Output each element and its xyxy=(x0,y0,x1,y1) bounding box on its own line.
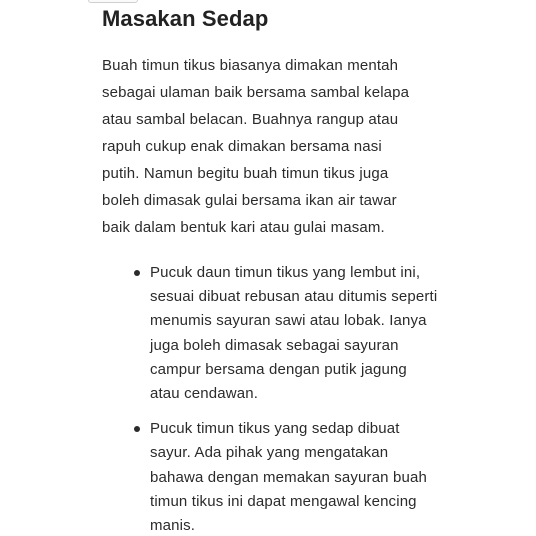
bullet-item xyxy=(102,417,440,536)
article xyxy=(102,0,462,536)
bullet-text: Pucuk daun timun tikus yang lembut ini, sesuai dibuat rebusan atau ditumis seperti menumis sayuran sawi atau lobak. Ianya juga boleh dimasak sebagai sayuran campur bersama dengan putik jagung atau cendawan. xyxy=(150,264,438,403)
bullet-text: Pucuk timun tikus yang sedap dibuat sayur. Ada pihak yang mengatakan bahawa dengan memakan sayuran buah timun tikus ini dapat mengawal kencing manis. xyxy=(150,420,427,535)
article-title: Masakan Sedap xyxy=(102,6,269,31)
bullet-item xyxy=(102,261,440,406)
bullet-list xyxy=(102,261,462,536)
bullet-dot-icon xyxy=(134,426,140,432)
bullet-dot-icon xyxy=(134,270,140,276)
article-paragraph: Buah timun tikus biasanya dimakan mentah sebagai ulaman baik bersama sambal kelapa atau sambal belacan. Buahnya rangup atau rapuh cukup enak dimakan bersama nasi putih. Namun begitu buah timun tikus juga boleh dimasak gulai bersama ikan air tawar baik dalam bentuk kari atau gulai masam. xyxy=(102,57,410,236)
